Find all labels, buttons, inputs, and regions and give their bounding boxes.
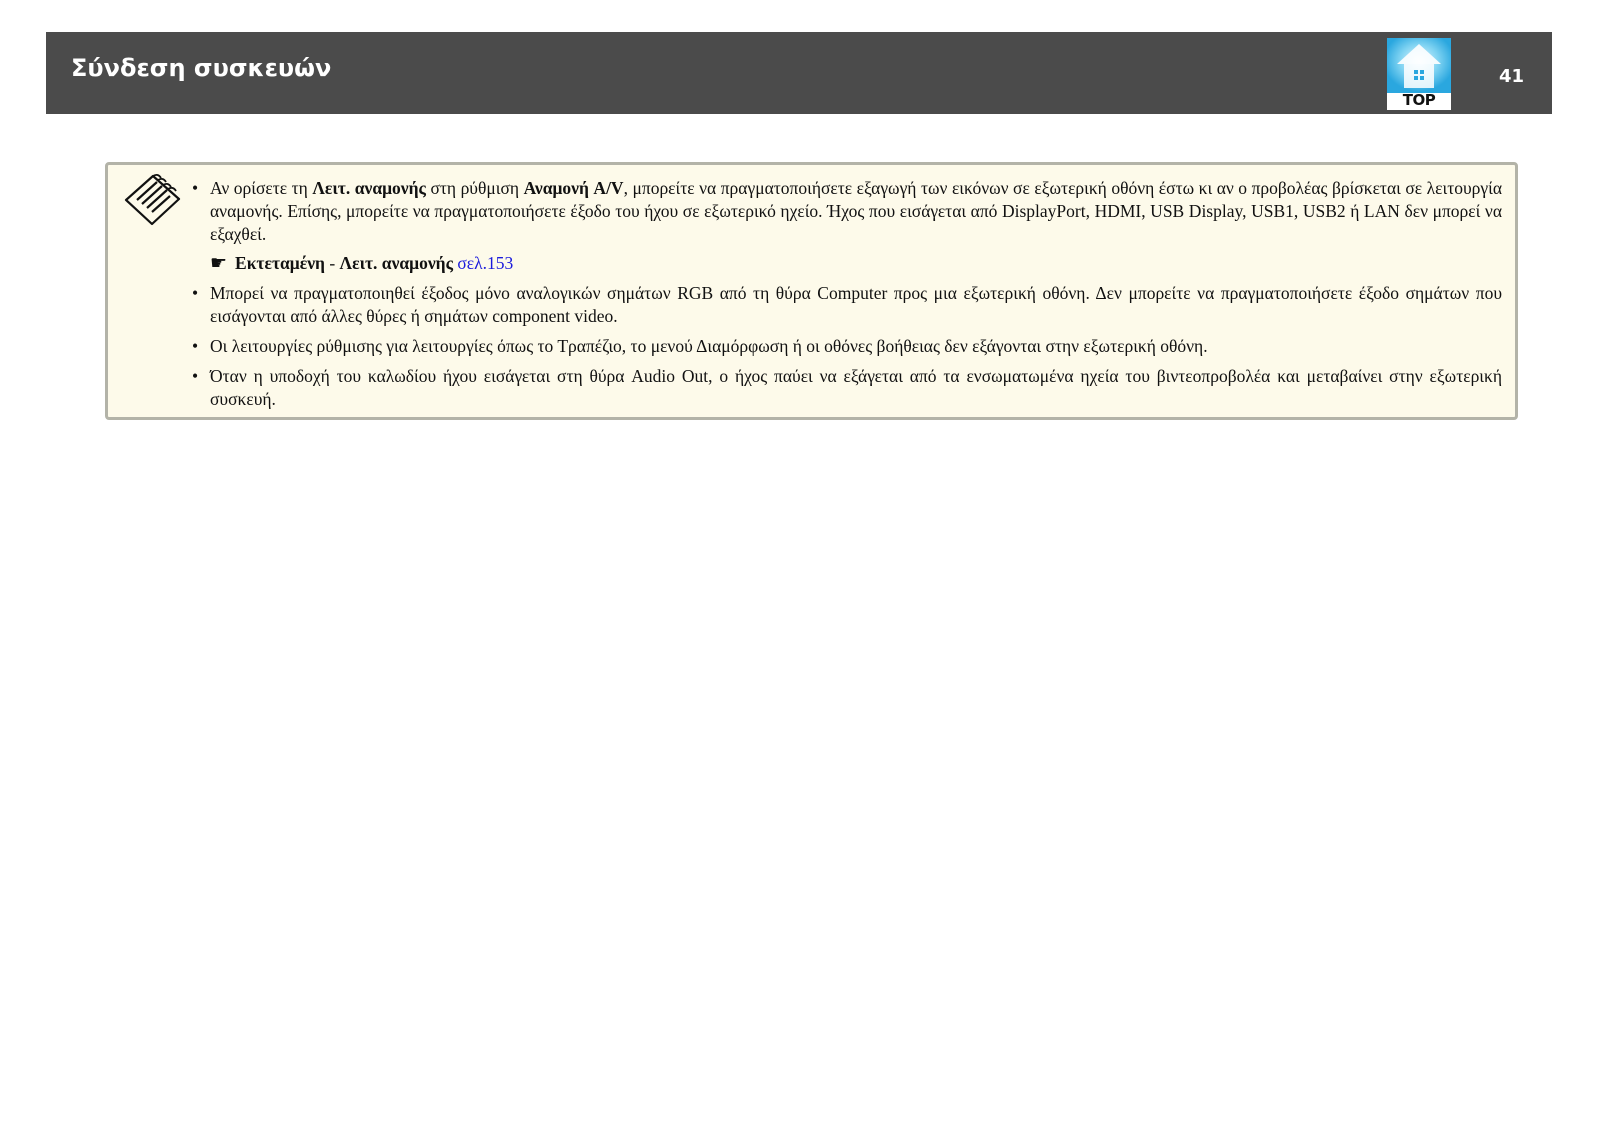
- bullet: •: [192, 178, 199, 198]
- page-number: 41: [1498, 66, 1524, 87]
- note-text: Οι λειτουργίες ρύθμισης για λειτουργίες όπως το Τραπέζιο, το μενού Διαμόρφωση ή οι οθόνες βοήθειας δεν εξάγονται στην εξωτερική οθόνη.: [210, 336, 1208, 356]
- note-text: στη ρύθμιση: [425, 178, 524, 198]
- memo-notepad-icon: [123, 173, 181, 227]
- bullet: •: [192, 366, 199, 386]
- note-box: [105, 162, 1518, 420]
- bullet: •: [192, 336, 199, 356]
- note-text: Μπορεί να πραγματοποιηθεί έξοδος μόνο αναλογικών σημάτων RGB από τη θύρα Computer προς μια εξωτερική οθόνη. Δεν μπορείτε να πραγματοποιήσετε έξοδο σημάτων που εισάγονται από άλλες θύρες ή σημάτων component video.: [210, 283, 1502, 326]
- bullet: •: [192, 283, 199, 303]
- menu-path-item: Εκτεταμένη: [235, 253, 325, 273]
- note-text: Αν ορίσετε τη: [210, 178, 313, 198]
- top-label: TOP: [1402, 91, 1436, 109]
- note-item: [192, 177, 1502, 275]
- page-title: Σύνδεση συσκευών: [71, 54, 332, 82]
- page-header: [46, 32, 1552, 114]
- setting-name: Λειτ. αναμονής: [312, 178, 426, 198]
- cross-reference: [210, 252, 1502, 275]
- note-text: , μπορείτε να πραγματοποιήσετε εξαγωγή των εικόνων σε εξωτερική οθόνη έστω κι αν ο προβολέας βρίσκεται σε λειτουργία αναμονής. Επίσης, μπορείτε να πραγματοποιήσετε έξοδο του ήχου σε εξωτερικό ηχείο. Ήχος που εισάγεται από DisplayPort, HDMI, USB Display, USB1, USB2 ή LAN δεν μπορεί να εξαχθεί.: [210, 178, 1502, 244]
- setting-name: Αναμονή A/V: [523, 178, 624, 198]
- note-item: [192, 282, 1502, 328]
- top-button[interactable]: [1387, 38, 1451, 110]
- menu-path-separator: -: [324, 253, 340, 273]
- menu-path-item: Λειτ. αναμονής: [339, 253, 453, 273]
- page-reference-link[interactable]: σελ.153: [457, 253, 514, 273]
- note-list: [192, 177, 1502, 418]
- pointing-hand-icon: ☛: [210, 252, 228, 274]
- note-item: [192, 365, 1502, 411]
- note-text: Όταν η υποδοχή του καλωδίου ήχου εισάγεται στη θύρα Audio Out, ο ήχος παύει να εξάγεται από τα ενσωματωμένα ηχεία του βιντεοπροβολέα και μεταβαίνει στην εξωτερική συσκευή.: [210, 366, 1502, 409]
- note-item: [192, 335, 1502, 358]
